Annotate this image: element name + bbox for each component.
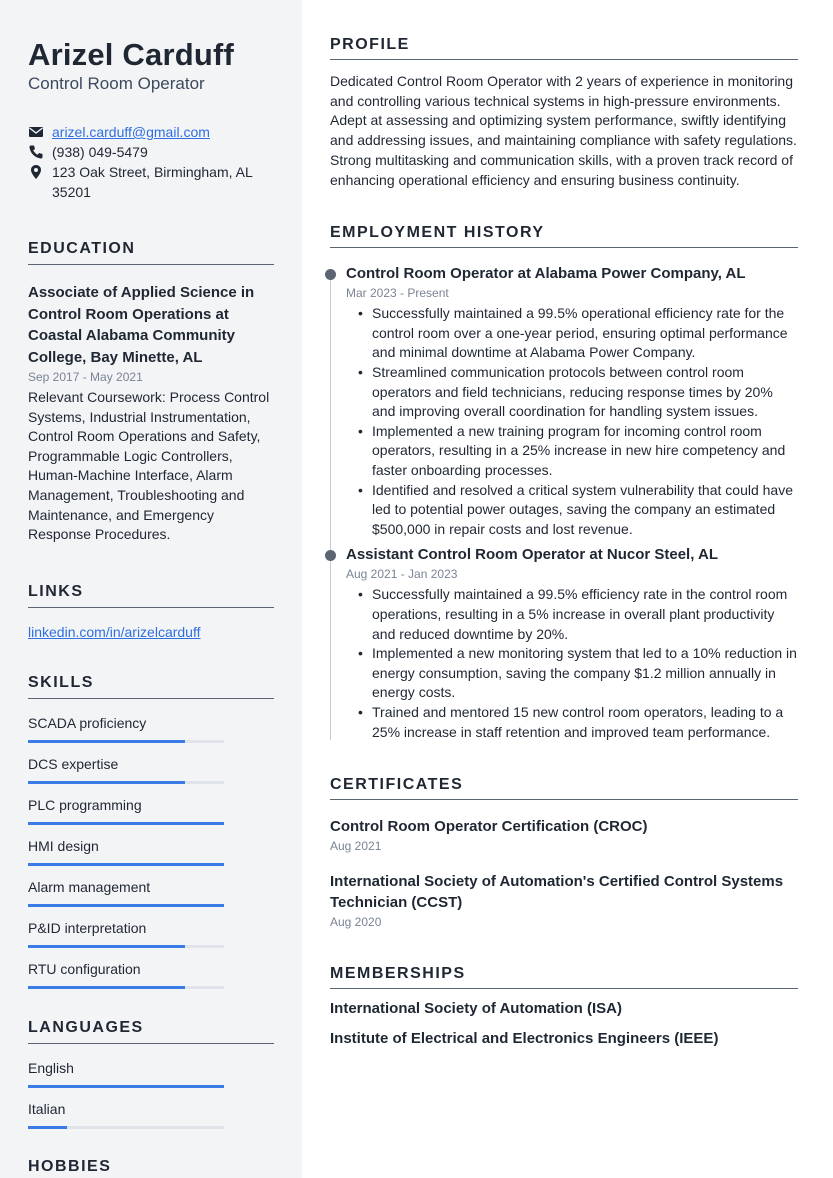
job-bullets bbox=[346, 304, 800, 539]
job-title: Assistant Control Room Operator at Nucor Steel, AL bbox=[346, 546, 718, 564]
skill-item bbox=[28, 795, 274, 825]
hobbies-section bbox=[28, 1158, 274, 1178]
map-pin-icon bbox=[28, 164, 44, 180]
skill-level-bar bbox=[28, 822, 224, 825]
hobbies-heading: HOBBIES bbox=[28, 1158, 274, 1178]
membership-item: International Society of Automation (ISA) bbox=[330, 1000, 622, 1018]
skill-name: HMI design bbox=[28, 837, 99, 854]
certificate-title: International Society of Automation's Certified Control Systems Technician (CCST) bbox=[330, 873, 784, 912]
sidebar bbox=[0, 0, 302, 1178]
certificate-title: Control Room Operator Certification (CROC) bbox=[330, 818, 648, 836]
skill-level-bar bbox=[28, 986, 224, 989]
skill-name: RTU configuration bbox=[28, 960, 141, 977]
certificate-item bbox=[330, 871, 800, 931]
contact-email bbox=[28, 122, 274, 142]
phone-number: (938) 049-5479 bbox=[52, 144, 148, 160]
phone-icon bbox=[28, 144, 44, 160]
employment-section bbox=[330, 224, 800, 742]
memberships-list bbox=[330, 998, 800, 1049]
job-bullet: • Implemented a new training program for incoming control room operators, resulting in a 25% increase in new hire competency and faster onboarding processes. bbox=[346, 422, 800, 481]
skills-section bbox=[28, 674, 274, 989]
timeline-dot bbox=[325, 269, 336, 280]
skill-level-bar bbox=[28, 904, 224, 907]
memberships-section bbox=[330, 965, 800, 1049]
job-date: Aug 2021 - Jan 2023 bbox=[346, 567, 458, 582]
job-title: Control Room Operator at Alabama Power Company, AL bbox=[346, 265, 746, 283]
job-entry bbox=[330, 264, 800, 539]
profile-heading: PROFILE bbox=[330, 36, 798, 60]
profile-text: Dedicated Control Room Operator with 2 years of experience in monitoring and controlling various technical systems in high-pressure environments. Adept at assessing and optimizing system performance, swiftly identifying and addressing issues, and maintaining compliance with safety regulations. Strong multitasking and communication skills, with a proven track record of enhancing operational efficiency and ensuring business continuity. bbox=[330, 73, 797, 188]
language-name: Italian bbox=[28, 1100, 66, 1117]
profile-section bbox=[330, 36, 800, 190]
skill-item bbox=[28, 713, 274, 743]
certificate-date: Aug 2020 bbox=[330, 915, 382, 930]
candidate-name: Arizel Carduff bbox=[28, 37, 235, 72]
skill-level-fill bbox=[28, 781, 185, 784]
employment-timeline bbox=[330, 264, 800, 742]
contact-phone bbox=[28, 142, 274, 162]
certificate-date: Aug 2021 bbox=[330, 839, 382, 854]
contact-address bbox=[28, 162, 274, 202]
certificates-heading: CERTIFICATES bbox=[330, 776, 798, 800]
skill-level-fill bbox=[28, 822, 224, 825]
job-bullets bbox=[346, 585, 800, 742]
languages-section bbox=[28, 1019, 274, 1129]
skill-item bbox=[28, 918, 274, 948]
skill-level-fill bbox=[28, 740, 185, 743]
language-item bbox=[28, 1099, 274, 1129]
skills-list bbox=[28, 713, 274, 989]
skill-level-bar bbox=[28, 781, 224, 784]
job-bullet: • Successfully maintained a 99.5% efficiency rate in the control room operations, resulting in a 5% increase in overall plant productivity and reduced downtime by 20%. bbox=[346, 585, 800, 644]
skill-level-fill bbox=[28, 986, 185, 989]
skill-item bbox=[28, 959, 274, 989]
skill-name: P&ID interpretation bbox=[28, 919, 147, 936]
job-bullet: • Implemented a new monitoring system that led to a 10% reduction in energy consumption, saving the company $1.2 million annually in energy costs. bbox=[346, 644, 800, 703]
job-bullet: • Trained and mentored 15 new control room operators, leading to a 25% increase in staff retention and improved team performance. bbox=[346, 703, 800, 742]
education-date: Sep 2017 - May 2021 bbox=[28, 370, 143, 384]
certificates-section bbox=[330, 776, 800, 931]
job-bullet: • Identified and resolved a critical system vulnerability that could have led to potential power outages, saving the company an estimated $500,000 in repair costs and lost revenue. bbox=[346, 481, 800, 540]
skill-name: Alarm management bbox=[28, 878, 151, 895]
envelope-icon bbox=[28, 124, 44, 140]
employment-heading: EMPLOYMENT HISTORY bbox=[330, 224, 798, 248]
links-heading: LINKS bbox=[28, 583, 274, 608]
membership-item: Institute of Electrical and Electronics Engineers (IEEE) bbox=[330, 1030, 719, 1048]
skill-item bbox=[28, 754, 274, 784]
jobs-list bbox=[330, 264, 800, 742]
memberships-heading: MEMBERSHIPS bbox=[330, 965, 798, 989]
education-description: Relevant Coursework: Process Control Systems, Industrial Instrumentation, Control Room Operations and Safety, Programmable Logic Controllers, Human-Machine Interface, Alarm Management, Troubleshooting and Maintenance, and Emergency Response Procedures. bbox=[28, 389, 270, 543]
job-entry bbox=[330, 545, 800, 742]
job-bullet: • Successfully maintained a 99.5% operational efficiency rate for the control room over a one-year period, ensuring optimal performance and minimal downtime at Alabama Power Company. bbox=[346, 304, 800, 363]
language-level-fill bbox=[28, 1085, 224, 1088]
skill-level-bar bbox=[28, 945, 224, 948]
skill-level-bar bbox=[28, 740, 224, 743]
skill-name: DCS expertise bbox=[28, 755, 119, 772]
timeline-dot bbox=[325, 550, 336, 561]
skill-name: SCADA proficiency bbox=[28, 714, 147, 731]
skills-heading: SKILLS bbox=[28, 674, 274, 699]
job-bullet: • Streamlined communication protocols between control room operators and field technicians, reducing response times by 20% and improving overall coordination for handling system issues. bbox=[346, 363, 800, 422]
links-section bbox=[28, 583, 274, 640]
language-level-bar bbox=[28, 1085, 224, 1088]
skill-level-bar bbox=[28, 863, 224, 866]
education-heading: EDUCATION bbox=[28, 240, 274, 265]
education-section bbox=[28, 240, 274, 545]
skill-item bbox=[28, 836, 274, 866]
skill-level-fill bbox=[28, 904, 224, 907]
candidate-role: Control Room Operator bbox=[28, 74, 205, 93]
skill-item bbox=[28, 877, 274, 907]
languages-list bbox=[28, 1058, 274, 1129]
certificates-list bbox=[330, 816, 800, 931]
language-name: English bbox=[28, 1059, 74, 1076]
address-text: 123 Oak Street, Birmingham, AL 35201 bbox=[52, 164, 253, 200]
education-title: Associate of Applied Science in Control Room Operations at Coastal Alabama Community College, Bay Minette, AL bbox=[28, 284, 255, 366]
skill-name: PLC programming bbox=[28, 796, 142, 813]
language-level-bar bbox=[28, 1126, 224, 1129]
linkedin-link[interactable]: linkedin.com/in/arizelcarduff bbox=[28, 623, 201, 640]
language-level-fill bbox=[28, 1126, 67, 1129]
certificate-item bbox=[330, 816, 800, 855]
contact-block bbox=[28, 122, 274, 202]
skill-level-fill bbox=[28, 863, 224, 866]
languages-heading: LANGUAGES bbox=[28, 1019, 274, 1044]
job-date: Mar 2023 - Present bbox=[346, 286, 449, 301]
main-content bbox=[330, 36, 800, 1083]
email-link[interactable]: arizel.carduff@gmail.com bbox=[52, 124, 210, 140]
skill-level-fill bbox=[28, 945, 185, 948]
language-item bbox=[28, 1058, 274, 1088]
